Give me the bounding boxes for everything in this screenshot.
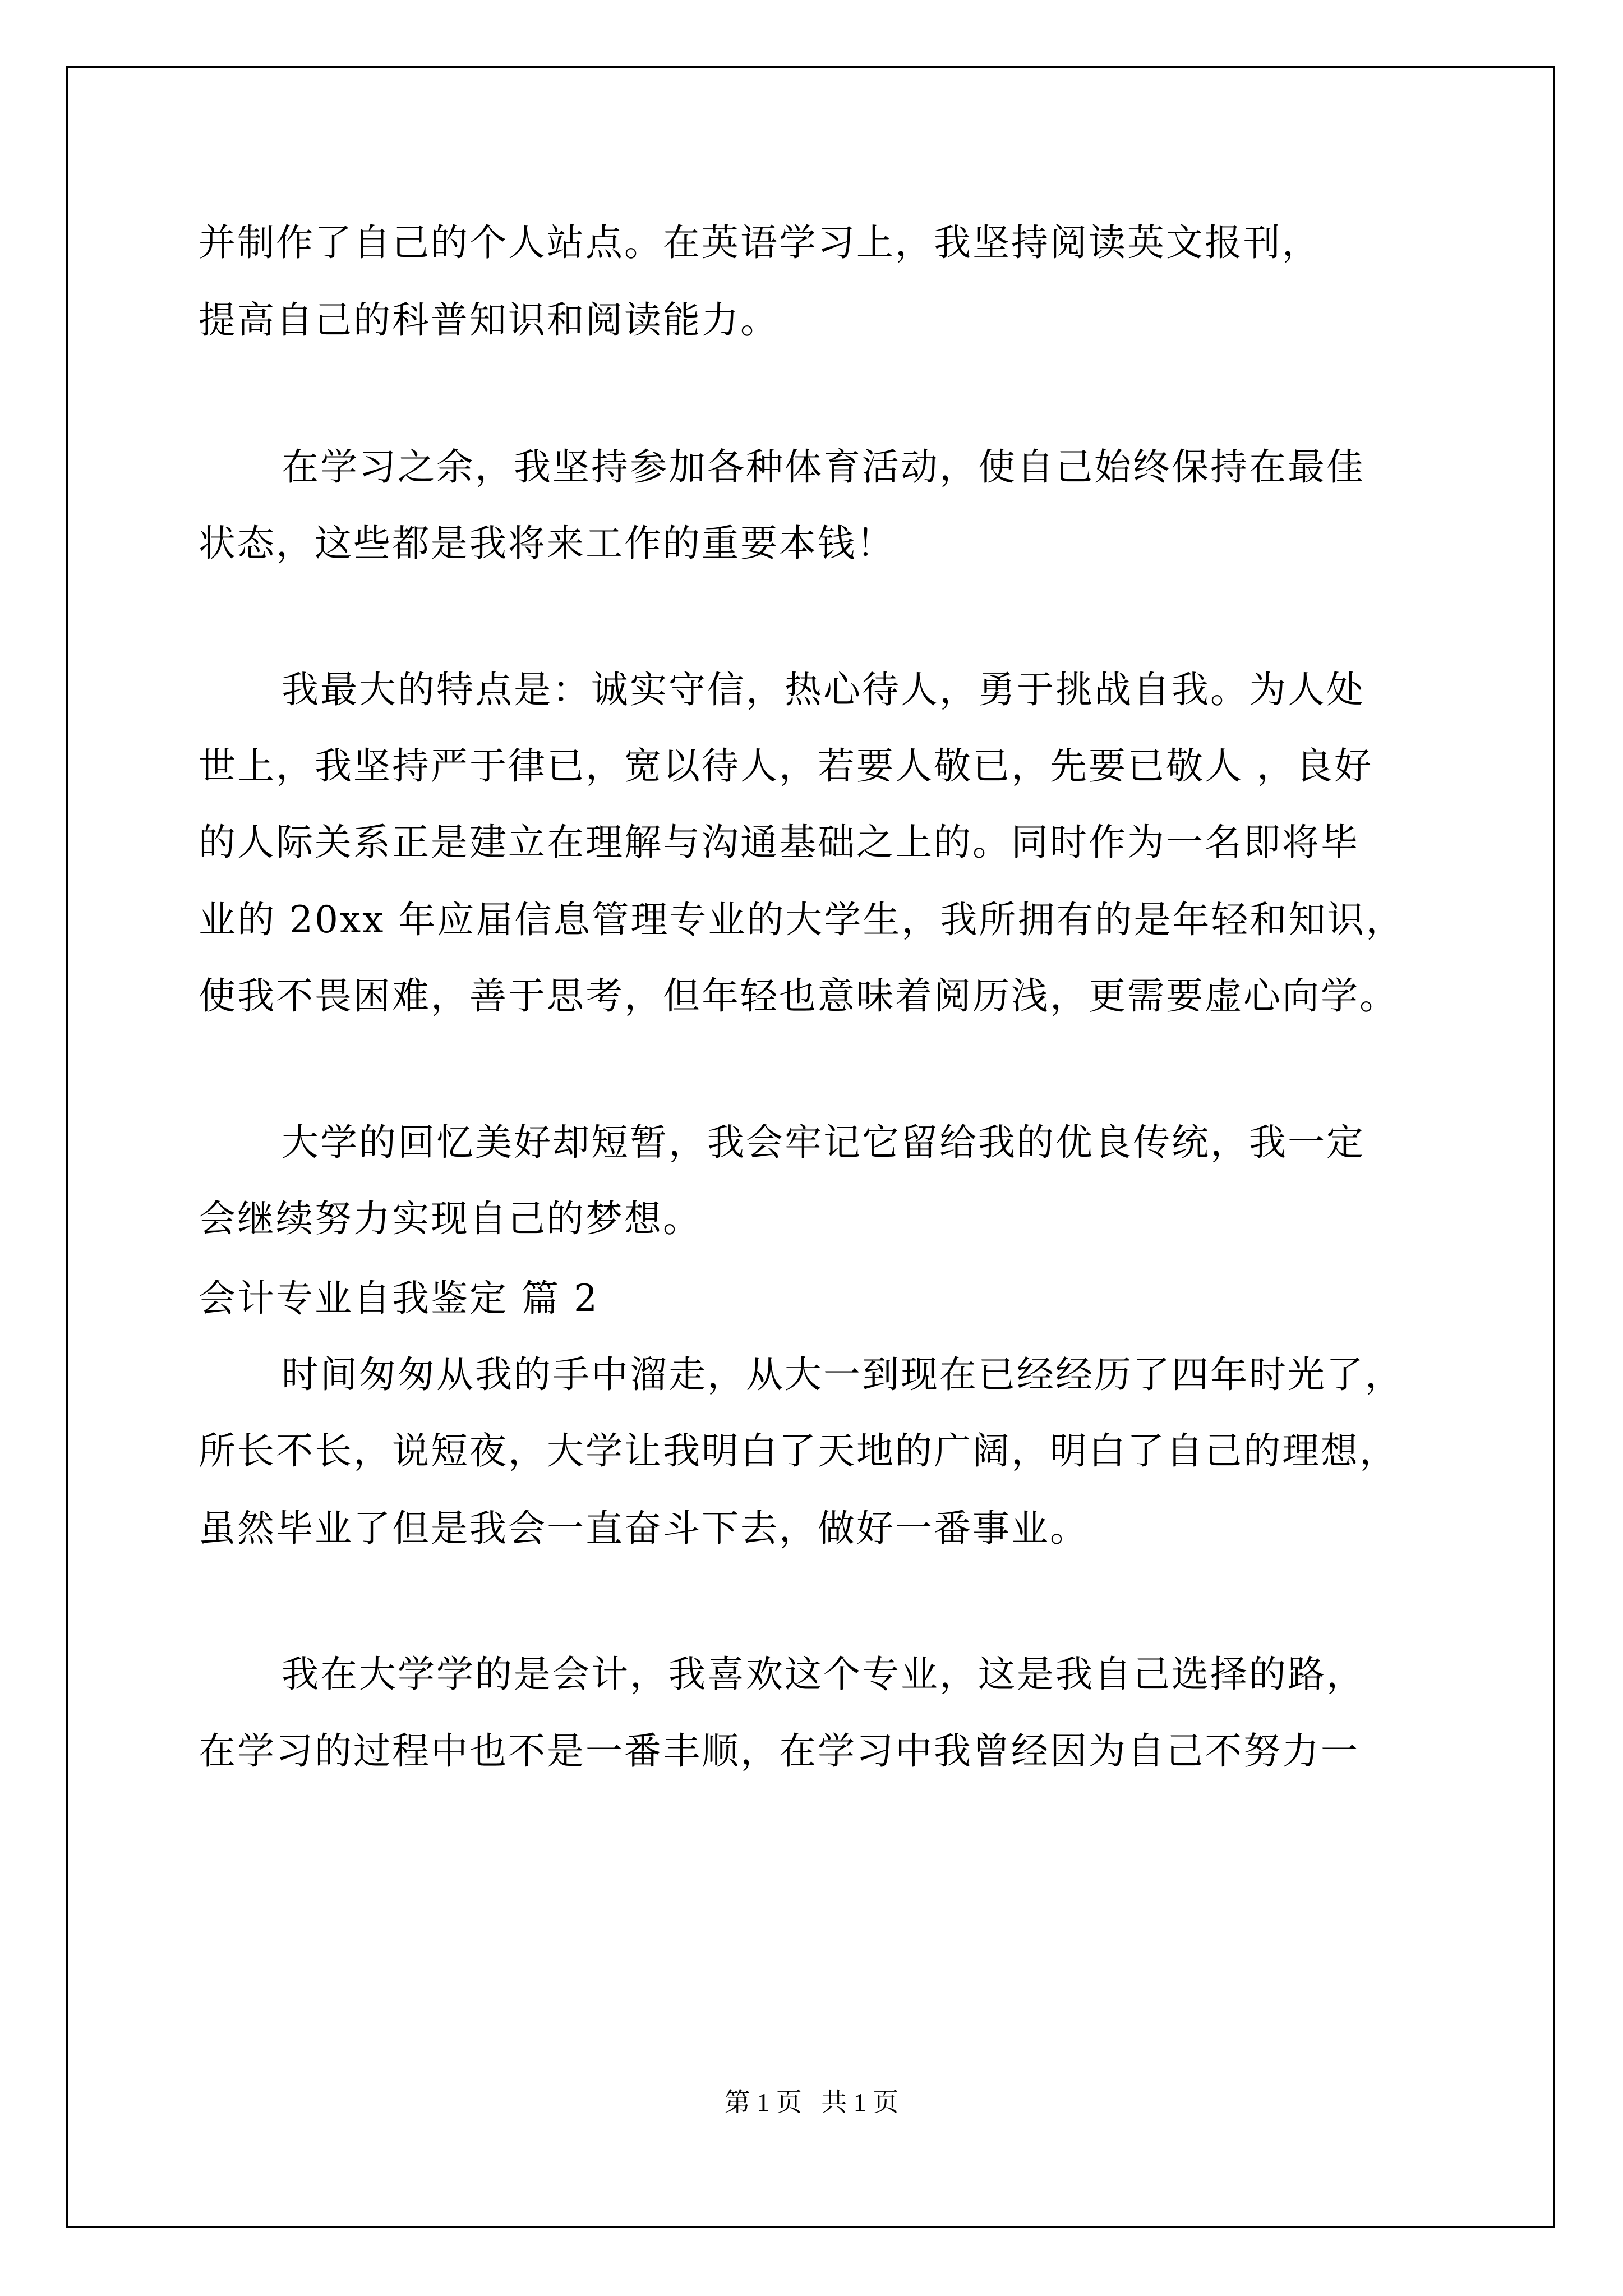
section-heading: 会计专业自我鉴定 篇 2 — [199, 1277, 599, 1320]
paragraph-line: 在学习之余，我坚持参加各种体育活动，使自己始终保持在最佳 — [282, 445, 1365, 489]
paragraph-line: 我在大学学的是会计，我喜欢这个专业，这是我自己选择的路， — [282, 1653, 1365, 1696]
paragraph-line: 我最大的特点是：诚实守信，热心待人，勇于挑战自我。为人处 — [282, 668, 1365, 711]
paragraph-line: 虽然毕业了但是我会一直奋斗下去，做好一番事业。 — [199, 1507, 1089, 1550]
paragraph-line: 会继续努力实现自己的梦想。 — [199, 1197, 702, 1240]
paragraph-line: 世上，我坚持严于律已，宽以待人，若要人敬已，先要已敬人 ，良好 — [199, 744, 1373, 788]
paragraph-line: 大学的回忆美好却短暂，我会牢记它留给我的优良传统，我一定 — [282, 1121, 1365, 1164]
page-footer: 第 1 页 共 1 页 — [724, 2088, 899, 2116]
paragraph-line: 业的 20xx 年应届信息管理专业的大学生，我所拥有的是年轻和知识， — [199, 898, 1405, 941]
paragraph-line: 所长不长，说短夜，大学让我明白了天地的广阔，明白了自己的理想， — [199, 1429, 1398, 1473]
paragraph-line: 使我不畏困难，善于思考，但年轻也意味着阅历浅，更需要虚心向学。 — [199, 974, 1398, 1018]
paragraph-line: 在学习的过程中也不是一番丰顺，在学习中我曾经因为自己不努力一 — [199, 1729, 1359, 1773]
paragraph-line: 并制作了自己的个人站点。在英语学习上，我坚持阅读英文报刊， — [199, 221, 1321, 264]
paragraph-line: 时间匆匆从我的手中溜走，从大一到现在已经经历了四年时光了， — [282, 1353, 1404, 1396]
paragraph-line: 的人际关系正是建立在理解与沟通基础之上的。同时作为一名即将毕 — [199, 821, 1359, 864]
paragraph-line: 状态，这些都是我将来工作的重要本钱！ — [199, 522, 895, 565]
paragraph-line: 提高自己的科普知识和阅读能力。 — [199, 298, 779, 342]
